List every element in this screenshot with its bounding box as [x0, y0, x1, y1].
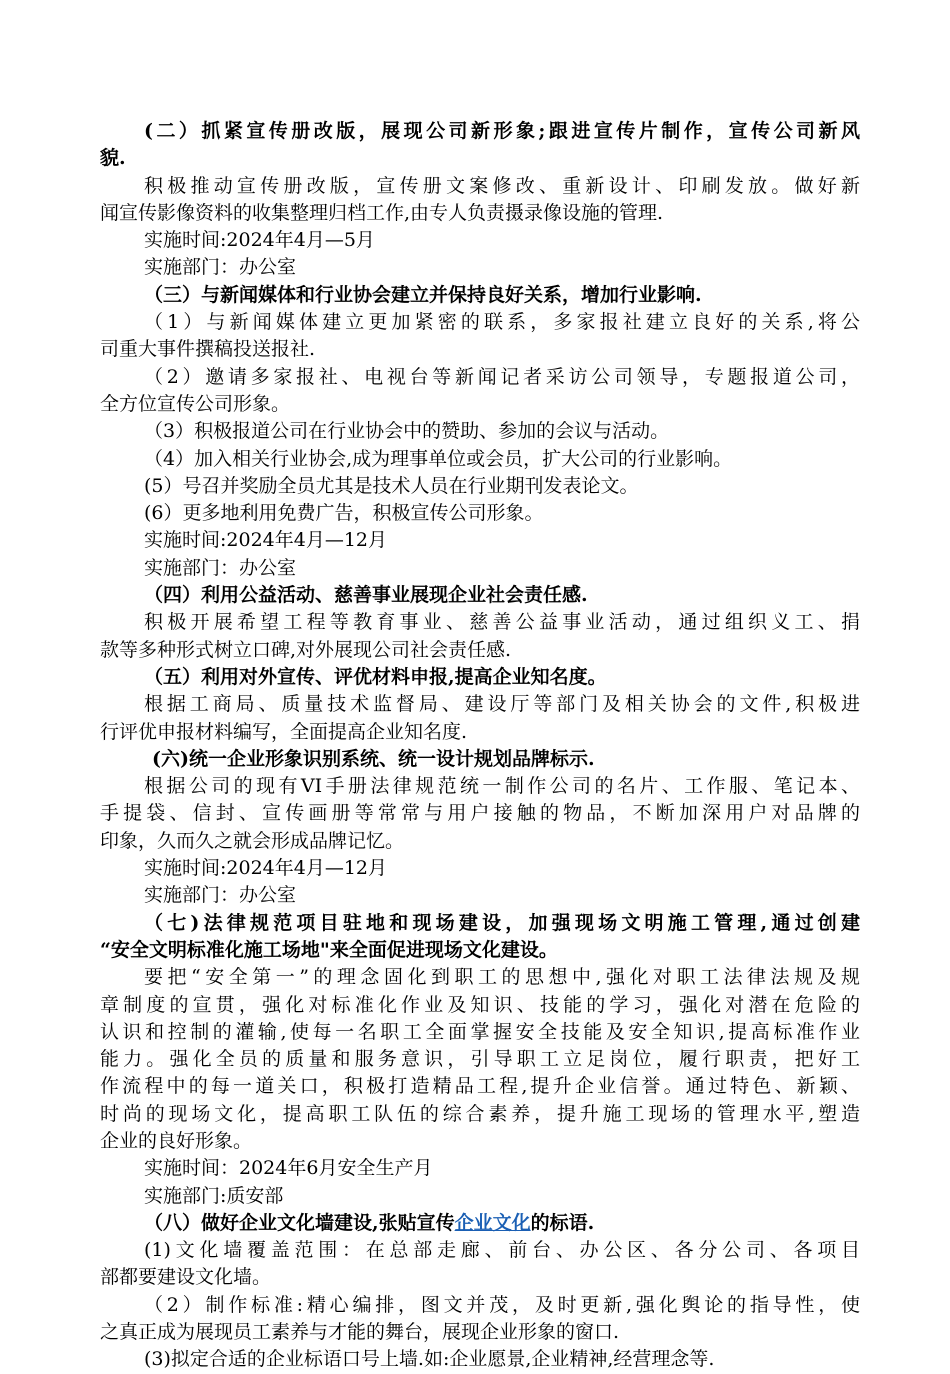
text-line: 实施部门：办公室 — [144, 556, 297, 579]
text-line: 根据公司的现有VI手册法律规范统一制作公司的名片、工作服、笔记本、 — [144, 775, 860, 798]
enterprise-culture-link[interactable]: 企业文化 — [454, 1211, 531, 1234]
text-line: (6）更多地利用免费广告，积极宣传公司形象。 — [144, 502, 544, 525]
text-line: 实施时间:2024年4月—5月 — [144, 229, 375, 252]
text-line — [100, 1210, 860, 1237]
text-line: (1)文化墙覆盖范围：在总部走廊、前台、办公区、各分公司、各项目 — [144, 1239, 860, 1262]
text-line: (5）号召并奖励全员尤其是技术人员在行业期刊发表论文。 — [144, 474, 639, 497]
text-line: （四）利用公益活动、慈善事业展现企业社会责任感. — [144, 584, 588, 607]
text-line: 手提袋、信封、宣传画册等常常与用户接触的物品，不断加深用户对品牌的 — [100, 802, 860, 825]
text-line: 积极开展希望工程等教育事业、慈善公益事业活动，通过组织义工、捐 — [144, 611, 860, 634]
text-line: 时尚的现场文化，提高职工队伍的综合素养，提升施工现场的管理水平,塑造 — [100, 1102, 860, 1125]
text-line: 章制度的宣贯，强化对标准化作业及知识、技能的学习，强化对潜在危险的 — [100, 993, 860, 1016]
text-line: 之真正成为展现员工素养与才能的舞台，展现企业形象的窗口. — [100, 1321, 620, 1344]
text-line: 根据工商局、质量技术监督局、建设厅等部门及相关协会的文件,积极进 — [144, 693, 860, 716]
text-line: （3）积极报道公司在行业协会中的赞助、参加的会议与活动。 — [144, 420, 670, 443]
text-line: “安全文明标准化施工场地"来全面促进现场文化建设。 — [100, 938, 558, 961]
text-line: 实施时间:2024年4月—12月 — [144, 857, 388, 880]
text-line: 要把“安全第一”的理念固化到职工的思想中,强化对职工法律法规及规 — [144, 966, 860, 989]
text-line: （1）与新闻媒体建立更加紧密的联系，多家报社建立良好的关系,将公 — [144, 311, 860, 334]
text-line: （三）与新闻媒体和行业协会建立并保持良好关系，增加行业影响. — [144, 283, 702, 306]
text-line: 实施部门:质安部 — [144, 1184, 284, 1207]
text-line: 闻宣传影像资料的收集整理归档工作,由专人负责摄录像设施的管理. — [100, 201, 664, 224]
text-line: 实施时间：2024年6月安全生产月 — [144, 1157, 433, 1180]
text-line: （七)法律规范项目驻地和现场建设，加强现场文明施工管理,通过创建 — [144, 911, 860, 934]
text-line: 作流程中的每一道关口，积极打造精品工程,提升企业信誉。通过特色、新颖、 — [100, 1075, 860, 1098]
text-line: 行评优申报材料编写，全面提高企业知名度. — [100, 720, 468, 743]
text-line: 司重大事件撰稿投送报社. — [100, 338, 316, 361]
text-line: (六)统一企业形象识别系统、统一设计规划品牌标示. — [152, 747, 595, 770]
text-line: 实施时间:2024年4月—12月 — [144, 529, 388, 552]
text-line: （2）制作标准:精心编排，图文并茂，及时更新,强化舆论的指导性，使 — [144, 1293, 860, 1316]
text-line: 部都要建设文化墙。 — [100, 1266, 272, 1289]
text-line: 积极推动宣传册改版，宣传册文案修改、重新设计、印刷发放。做好新 — [144, 174, 860, 197]
text-line: 全方位宣传公司形象。 — [100, 392, 291, 415]
text-line: 能力。强化全员的质量和服务意识，引导职工立足岗位，履行职责，把好工 — [100, 1048, 860, 1071]
text-line: 实施部门：办公室 — [144, 884, 297, 907]
heading-text: 的标语. — [530, 1211, 595, 1234]
document-page — [100, 118, 860, 1374]
text-line: (3)拟定合适的企业标语口号上墙.如:企业愿景,企业精神,经营理念等. — [144, 1348, 715, 1371]
text-line: 认识和控制的灌输,使每一名职工全面掌握安全技能及安全知识,提高标准作业 — [100, 1020, 860, 1043]
text-line: 款等多种形式树立口碑,对外展现公司社会责任感. — [100, 638, 512, 661]
text-line: 企业的良好形象。 — [100, 1129, 253, 1152]
text-line: （五）利用对外宣传、评优材料申报,提高企业知名度。 — [144, 665, 607, 688]
text-line: (二）抓紧宣传册改版，展现公司新形象;跟进宣传片制作，宣传公司新风 — [144, 120, 860, 142]
text-line: 印象，久而久之就会形成品牌记忆。 — [100, 829, 405, 852]
text-line: （2）邀请多家报社、电视台等新闻记者采访公司领导，专题报道公司， — [144, 365, 860, 388]
text-line: （4）加入相关行业协会,成为理事单位或会员，扩大公司的行业影响。 — [144, 447, 733, 470]
text-line: 实施部门：办公室 — [144, 256, 297, 279]
heading-text: （八）做好企业文化墙建设,张贴宣传 — [144, 1211, 455, 1234]
text-line: 貌. — [100, 147, 126, 170]
